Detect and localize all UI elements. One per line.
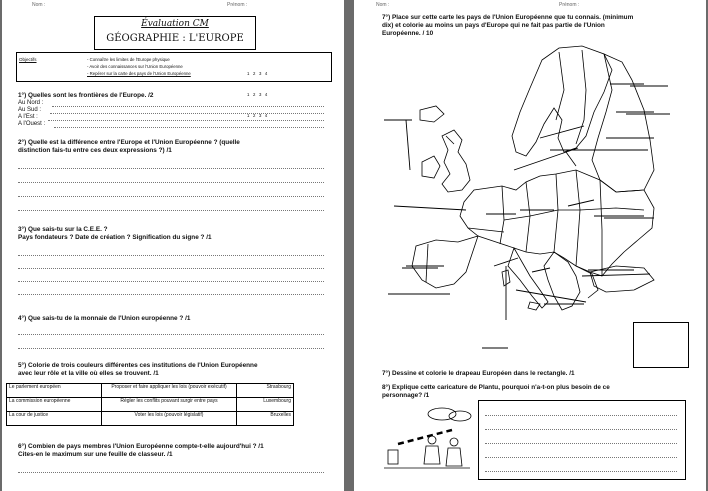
objective-level: 1 2 3 4 <box>247 92 268 97</box>
answer-line[interactable] <box>18 334 324 335</box>
nom-label: Nom : <box>376 2 390 8</box>
institutions-table <box>6 383 294 426</box>
flag-drawing-rectangle[interactable] <box>633 322 689 368</box>
objective-item: - Repérer sur la carte des pays de l'Union Européenne <box>87 71 191 76</box>
objective-levels <box>247 56 267 133</box>
q7b-line1: 7°) Dessine et colorie le drapeau Européen dans le rectangle. /1 <box>382 370 575 377</box>
evaluation-title: Évaluation CM <box>141 19 209 29</box>
q7-line2: dix) et colorie au moins un pays d'Europe qui ne fait pas partie de l'Union <box>382 22 605 29</box>
role-cell[interactable]: Voter les lois (pouvoir législatif) <box>102 412 237 426</box>
role-cell[interactable]: Régler les conflits pouvant surgir entre pays <box>102 398 237 412</box>
objective-item: - Connaître les limites de l'Europe physique <box>87 57 170 62</box>
q2-line1: 2°) Quelle est la différence entre l'Europe et l'Union Européenne ? (quelle <box>18 139 240 146</box>
q1-north: Au Nord : <box>18 100 44 106</box>
left-page <box>2 0 344 491</box>
q8-answer-box[interactable] <box>478 400 686 480</box>
role-cell[interactable]: Proposer et faire appliquer les lois (pouvoir exécutif) <box>102 384 237 398</box>
answer-line[interactable] <box>18 472 324 473</box>
map-arrows <box>384 84 654 348</box>
institution-cell[interactable]: Le parlement européen <box>7 384 102 398</box>
prenom-label: Prénom : <box>227 2 248 8</box>
answer-line[interactable] <box>54 127 324 128</box>
q7-line1: 7°) Place sur cette carte les pays de l'Union Européenne que tu connais. (minimum <box>382 14 634 21</box>
q4-line1: 4°) Que sais-tu de la monnaie de l'Union européenne ? /1 <box>18 315 191 322</box>
objective-item: - Avoir des connaissances sur l'Union Européenne <box>87 64 183 69</box>
answer-blanks[interactable] <box>406 86 670 304</box>
q1-east: A l'Est : <box>18 114 38 120</box>
nom-label: Nom : <box>32 2 46 8</box>
answer-line[interactable] <box>485 443 677 444</box>
answer-line[interactable] <box>50 113 324 114</box>
answer-line[interactable] <box>18 281 324 282</box>
answer-line[interactable] <box>485 415 677 416</box>
q7-line3: Européenne. / 10 <box>382 30 434 37</box>
europe-map[interactable] <box>354 40 706 350</box>
answer-line[interactable] <box>18 255 324 256</box>
answer-line[interactable] <box>485 471 677 472</box>
institution-cell[interactable]: La cour de justice <box>7 412 102 426</box>
city-cell[interactable]: Strasbourg <box>237 384 294 398</box>
q6-line1: 6°) Combien de pays membres l'Union Européenne compte-t-elle aujourd'hui ? /1 <box>18 443 264 450</box>
answer-line[interactable] <box>18 294 324 295</box>
institution-cell[interactable]: La commission européenne <box>7 398 102 412</box>
city-cell[interactable]: Bruxelles <box>237 412 294 426</box>
objectives-list <box>87 56 191 77</box>
q6-line2: Cites-en le maximum sur une feuille de classeur. /1 <box>18 451 173 458</box>
q2-line2: distinction fais-tu entre ces deux expressions ?) /1 <box>18 147 172 154</box>
table-row[interactable] <box>7 384 294 398</box>
prenom-label: Prénom : <box>559 2 580 8</box>
right-page <box>354 0 706 491</box>
answer-line[interactable] <box>485 457 677 458</box>
answer-line[interactable] <box>18 182 324 183</box>
answer-line[interactable] <box>485 429 677 430</box>
table-row[interactable] <box>7 398 294 412</box>
answer-line[interactable] <box>18 210 324 211</box>
q3-line2: Pays fondateurs ? Date de création ? Signification du signe ? /1 <box>18 234 212 241</box>
q5-line2: avec leur rôle et la ville où elles se trouvent. /1 <box>18 370 159 377</box>
city-cell[interactable]: Luxembourg <box>237 398 294 412</box>
answer-line[interactable] <box>52 106 324 107</box>
q3-line1: 3°) Que sais-tu sur la C.E.E. ? <box>18 226 108 233</box>
q1-south: Au Sud : <box>18 107 42 113</box>
q1-west: A l'Ouest : <box>18 121 46 127</box>
answer-line[interactable] <box>48 120 324 121</box>
q8-line1: 8°) Explique cette caricature de Plantu, pourquoi n'a-t-on plus besoin de ce <box>382 384 610 391</box>
answer-line[interactable] <box>18 168 324 169</box>
table-row[interactable] <box>7 412 294 426</box>
answer-line[interactable] <box>18 348 324 349</box>
q8-line2: personnage? /1 <box>382 392 430 399</box>
objective-level: 1 2 3 4 <box>247 113 268 118</box>
answer-line[interactable] <box>18 268 324 269</box>
title-box <box>94 16 256 50</box>
plantu-cartoon <box>382 404 472 474</box>
objective-level: 1 2 3 4 <box>247 71 268 76</box>
answer-line[interactable] <box>18 196 324 197</box>
q5-line1: 5°) Colorie de trois couleurs différentes ces institutions de l'Union Européenne <box>18 362 258 369</box>
subject-title: GÉOGRAPHIE : L'EUROPE <box>106 33 244 44</box>
objectives-label: Objectifs <box>19 57 37 62</box>
q1-question: 1°) Quelles sont les frontières de l'Europe. /2 <box>18 92 154 99</box>
